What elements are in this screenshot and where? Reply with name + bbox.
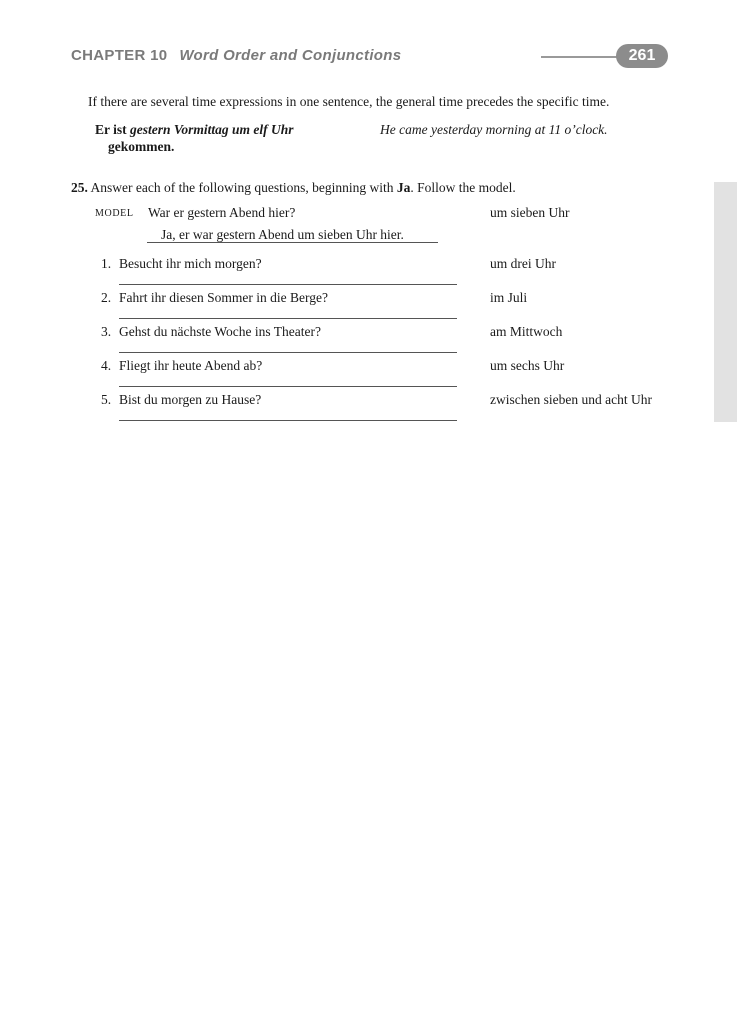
side-thumb-tab <box>714 182 737 422</box>
chapter-heading <box>71 47 401 64</box>
answer-line-5[interactable] <box>119 420 457 421</box>
item-question: Bist du morgen zu Hause? <box>119 392 262 407</box>
item-cue: am Mittwoch <box>490 324 563 339</box>
model-label: MODEL <box>95 208 134 219</box>
item-cue: um sechs Uhr <box>490 358 565 373</box>
model-answer-line <box>147 242 438 243</box>
instruction-post: . Follow the model. <box>410 180 516 195</box>
item-number: 5. <box>101 392 112 407</box>
header-rule <box>541 56 621 58</box>
example-german-time: gestern Vormittag um elf Uhr <box>130 122 294 137</box>
chapter-label: CHAPTER 10 <box>71 47 168 64</box>
example-english: He came yesterday morning at 11 o’clock. <box>380 122 608 137</box>
item-number: 4. <box>101 358 112 373</box>
item-number: 3. <box>101 324 112 339</box>
item-number: 1. <box>101 256 112 271</box>
answer-line-3[interactable] <box>119 352 457 353</box>
example-german <box>95 122 294 138</box>
item-cue: im Juli <box>490 290 528 305</box>
answer-line-1[interactable] <box>119 284 457 285</box>
instruction-pre: Answer each of the following questions, beginning with <box>90 180 397 195</box>
item-cue: um drei Uhr <box>490 256 556 271</box>
model-question: War er gestern Abend hier? <box>148 205 296 220</box>
example-german-line2: gekommen. <box>108 139 175 154</box>
item-number: 2. <box>101 290 112 305</box>
answer-line-2[interactable] <box>119 318 457 319</box>
instruction-bold: Ja <box>396 180 411 195</box>
item-question: Besucht ihr mich morgen? <box>119 256 262 271</box>
page-number-badge: 261 <box>616 44 668 68</box>
chapter-title: Word Order and Conjunctions <box>179 47 402 64</box>
item-cue: zwischen sieben und acht Uhr <box>490 392 652 407</box>
item-question: Fahrt ihr diesen Sommer in die Berge? <box>119 290 328 305</box>
exercise-instruction <box>71 180 516 196</box>
model-answer: Ja, er war gestern Abend um sieben Uhr hier. <box>161 227 404 242</box>
item-question: Fliegt ihr heute Abend ab? <box>119 358 263 373</box>
answer-line-4[interactable] <box>119 386 457 387</box>
item-question: Gehst du nächste Woche ins Theater? <box>119 324 321 339</box>
example-german-prefix: Er ist <box>95 122 131 137</box>
intro-paragraph: If there are several time expressions in one sentence, the general time precedes the specific time. <box>88 94 610 109</box>
model-cue: um sieben Uhr <box>490 205 570 220</box>
exercise-number: 25. <box>71 180 88 195</box>
